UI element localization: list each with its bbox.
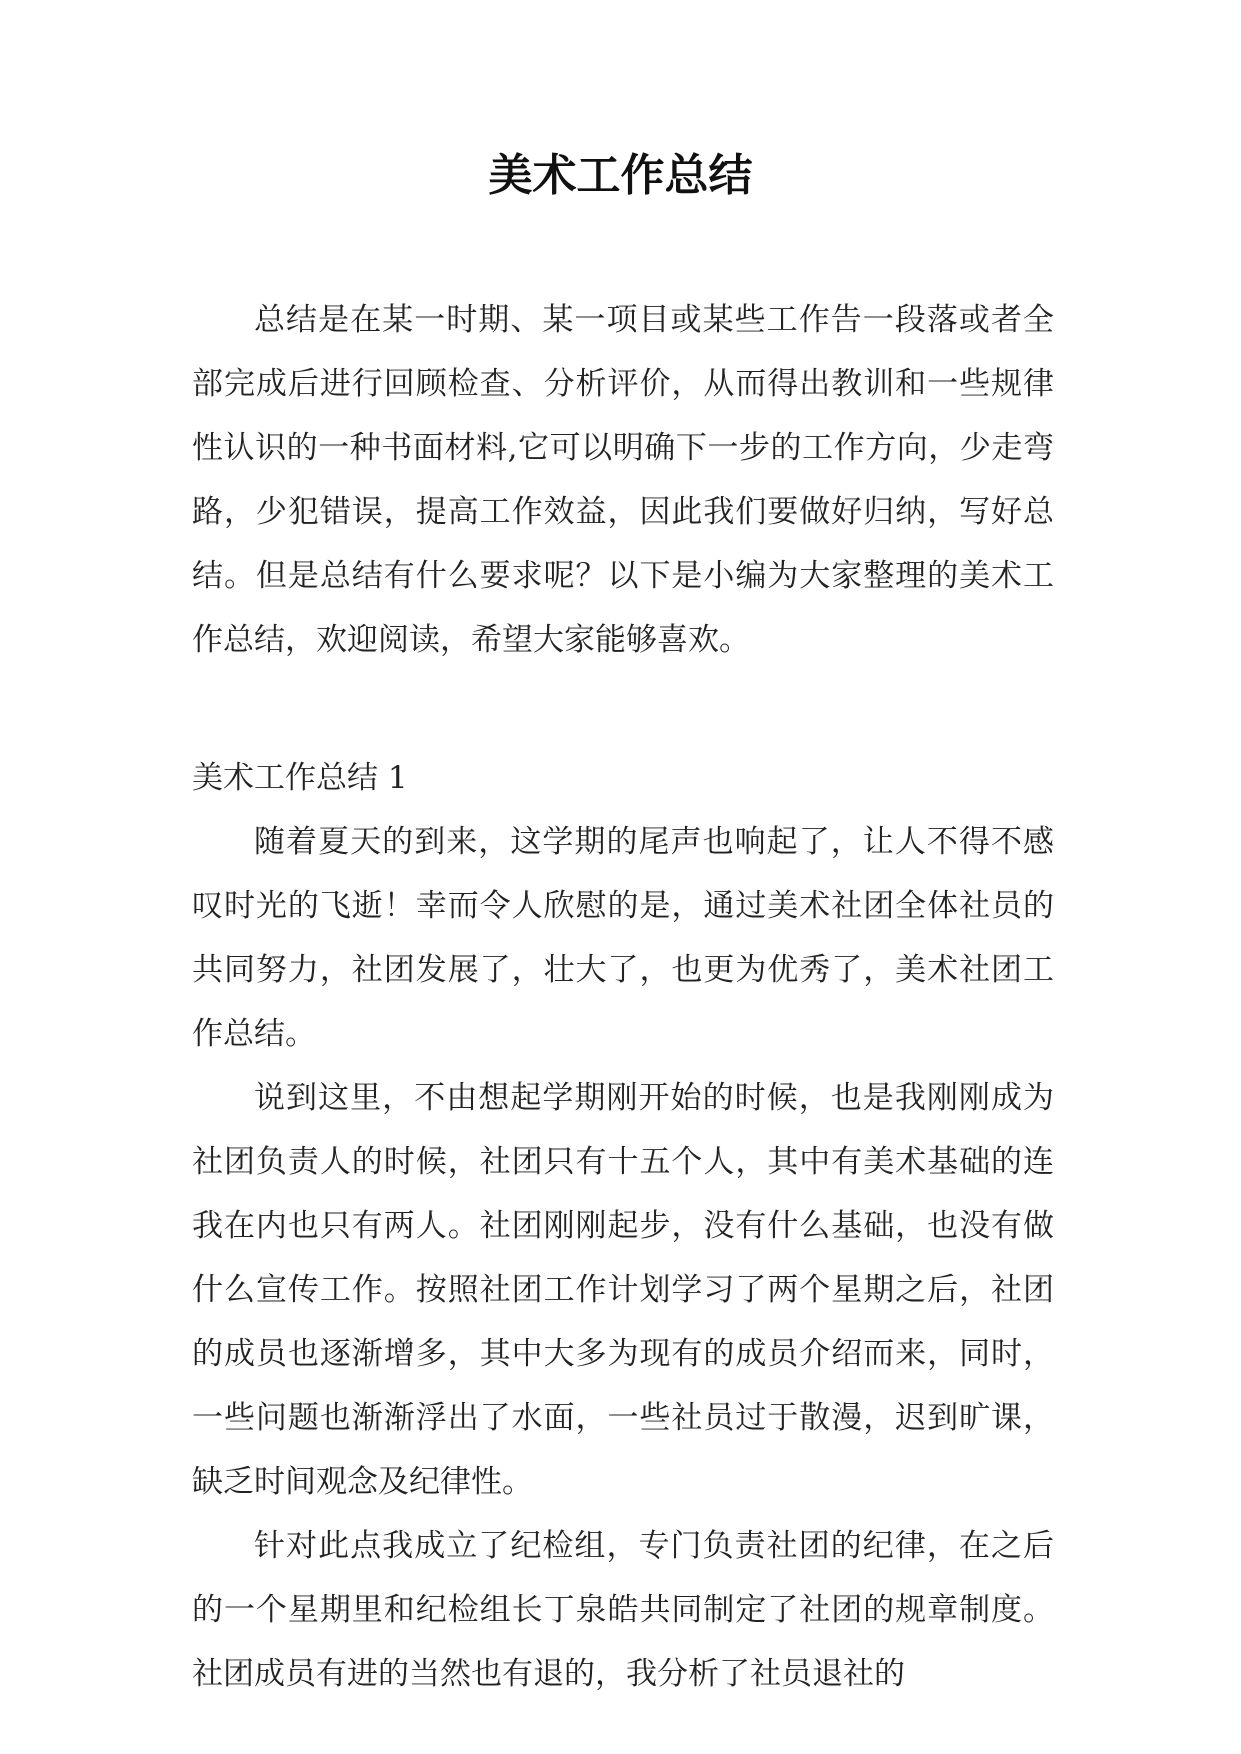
body-paragraph: 说到这里，不由想起学期刚开始的时候，也是我刚刚成为社团负责人的时候，社团只有十五个人，其中有美术基础的连我在内也只有两人。社团刚刚起步，没有什么基础，也没有做什么宣传工作。按照社团工作计划学习了两个星期之后，社团的成员也逐渐增多，其中大多为现有的成员介绍而来，同时，一些问题也渐渐浮出了水面，一些社员过于散漫，迟到旷课，缺乏时间观念及纪律性。 [192, 1080, 1054, 1500]
body-paragraph: 针对此点我成立了纪检组，专门负责社团的纪律，在之后的一个星期里和纪检组长丁泉皓共同制定了社团的规章制度。社团成员有进的当然也有退的，我分析了社员退社的 [192, 1528, 1054, 1692]
body-paragraph: 随着夏天的到来，这学期的尾声也响起了，让人不得不感叹时光的飞逝！幸而令人欣慰的是，通过美术社团全体社员的共同努力，社团发展了，壮大了，也更为优秀了，美术社团工作总结。 [192, 824, 1054, 1052]
section-spacer [192, 672, 1054, 746]
document-body [192, 288, 1054, 1706]
intro-paragraph: 总结是在某一时期、某一项目或某些工作告一段落或者全部完成后进行回顾检查、分析评价，从而得出教训和一些规律性认识的一种书面材料,它可以明确下一步的工作方向，少走弯路，少犯错误，提高工作效益，因此我们要做好归纳，写好总结。但是总结有什么要求呢？以下是小编为大家整理的美术工作总结，欢迎阅读，希望大家能够喜欢。 [192, 302, 1054, 658]
document-title: 美术工作总结 [488, 150, 753, 201]
section-heading: 美术工作总结 1 [192, 760, 408, 796]
